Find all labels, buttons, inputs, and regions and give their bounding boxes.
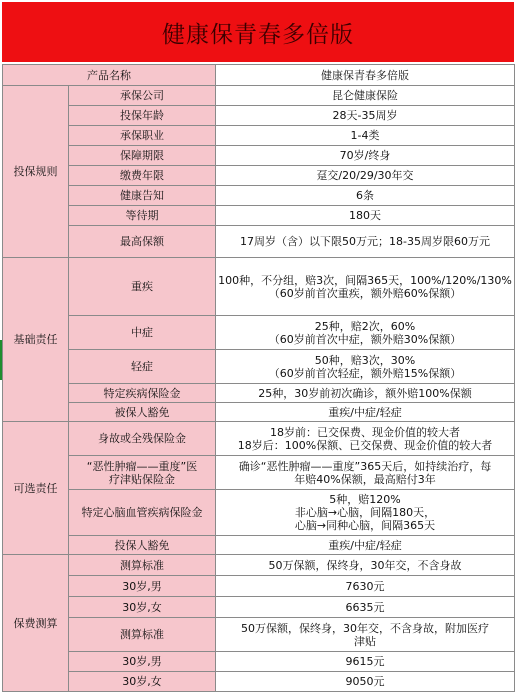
row-value <box>216 258 515 316</box>
row-value-line: 50万保额，保终身，30年交，不含身故，附加医疗 <box>241 621 489 635</box>
row-value-line: 年赔40%保额，最高赔付3年 <box>294 472 436 486</box>
row-label-line: “恶性肿瘤——重度”医 <box>86 459 198 473</box>
row-label: 承保公司 <box>69 86 216 106</box>
table-row <box>3 597 515 618</box>
table-row <box>3 422 515 456</box>
row-value: 28天-35周岁 <box>216 106 515 126</box>
row-value <box>216 350 515 384</box>
row-value: 180天 <box>216 206 515 226</box>
row-value-line: 心脑→同种心脑，间隔365天 <box>294 519 436 532</box>
row-label: 测算标准 <box>69 618 216 652</box>
row-value-line: 5种，赔120% <box>329 493 401 506</box>
table-row <box>3 226 515 258</box>
table-row <box>3 350 515 384</box>
row-label: 30岁,女 <box>69 672 216 692</box>
row-value: 9050元 <box>216 672 515 692</box>
row-label: 30岁,男 <box>69 576 216 597</box>
row-label: 被保人豁免 <box>69 403 216 422</box>
row-value-line: （60岁前首次轻症，额外赔15%保额） <box>268 366 462 380</box>
row-value <box>216 456 515 490</box>
table-row <box>3 652 515 672</box>
table-row <box>3 384 515 403</box>
row-value-line: （60岁前首次中症，额外赔30%保额） <box>268 332 462 346</box>
table-row <box>3 86 515 106</box>
table-row <box>3 536 515 555</box>
row-value: 6635元 <box>216 597 515 618</box>
row-value-line: 津贴 <box>354 634 376 648</box>
row-value-line: （60岁前首次重疾，额外赔60%保额） <box>268 286 462 300</box>
row-label: 重疾 <box>69 258 216 316</box>
page-title: 健康保青春多倍版 <box>2 2 514 62</box>
row-value: 9615元 <box>216 652 515 672</box>
row-label-line: 疗津贴保险金 <box>109 472 175 486</box>
row-label: 中症 <box>69 316 216 350</box>
row-value: 6条 <box>216 186 515 206</box>
row-value-line: 确诊“恶性肿瘤——重度”365天后，如持续治疗，每 <box>238 459 492 473</box>
section-optional: 可选责任 <box>3 422 69 555</box>
table-row <box>3 403 515 422</box>
row-label: 保障期限 <box>69 146 216 166</box>
row-value: 17周岁（含）以下限50万元；18-35周岁限60万元 <box>216 226 515 258</box>
row-value: 70岁/终身 <box>216 146 515 166</box>
section-premium: 保费测算 <box>3 555 69 692</box>
row-value: 昆仑健康保险 <box>216 86 515 106</box>
row-label: 投保年龄 <box>69 106 216 126</box>
row-label: 投保人豁免 <box>69 536 216 555</box>
row-value: 重疾/中症/轻症 <box>216 403 515 422</box>
table-row <box>3 618 515 652</box>
table-row <box>3 258 515 316</box>
table-row <box>3 316 515 350</box>
table-row <box>3 106 515 126</box>
table-row <box>3 490 515 536</box>
row-label: 健康告知 <box>69 186 216 206</box>
row-value-line: 100种，不分组，赔3次，间隔365天，100%/120%/130% <box>218 273 512 287</box>
product-name-value: 健康保青春多倍版 <box>216 65 515 86</box>
row-value: 50万保额，保终身，30年交，不含身故 <box>216 555 515 576</box>
row-label: 测算标准 <box>69 555 216 576</box>
row-value-line: 50种，赔3次，30% <box>314 353 416 367</box>
row-value <box>216 618 515 652</box>
row-value-line: 25种，赔2次，60% <box>314 319 416 333</box>
product-name-label: 产品名称 <box>3 65 216 86</box>
row-value <box>216 422 515 456</box>
table-row <box>3 146 515 166</box>
row-label <box>69 456 216 490</box>
table-row <box>3 576 515 597</box>
table-row <box>3 166 515 186</box>
row-label: 30岁,女 <box>69 597 216 618</box>
row-value-line: 18岁后：100%保额、已交保费、现金价值的较大者 <box>237 438 493 452</box>
row-label: 缴费年限 <box>69 166 216 186</box>
row-value: 1-4类 <box>216 126 515 146</box>
row-label: 承保职业 <box>69 126 216 146</box>
section-rules: 投保规则 <box>3 86 69 258</box>
table-row <box>3 206 515 226</box>
row-label: 轻症 <box>69 350 216 384</box>
table-row <box>3 65 515 86</box>
table-row <box>3 555 515 576</box>
row-label: 最高保额 <box>69 226 216 258</box>
row-value: 重疾/中症/轻症 <box>216 536 515 555</box>
row-label: 特定心脑血管疾病保险金 <box>69 490 216 536</box>
table-row <box>3 126 515 146</box>
table-row <box>3 456 515 490</box>
row-label: 30岁,男 <box>69 652 216 672</box>
row-value <box>216 316 515 350</box>
row-label: 身故或全残保险金 <box>69 422 216 456</box>
row-value-line: 18岁前：已交保费、现金价值的较大者 <box>270 425 460 439</box>
row-label: 等待期 <box>69 206 216 226</box>
product-table <box>2 64 515 692</box>
row-label: 特定疾病保险金 <box>69 384 216 403</box>
row-value: 趸交/20/29/30年交 <box>216 166 515 186</box>
row-value-line: 非心脑→心脑，间隔180天， <box>294 506 436 519</box>
table-row <box>3 186 515 206</box>
row-value: 25种，30岁前初次确诊，额外赔100%保额 <box>216 384 515 403</box>
row-value <box>216 490 515 536</box>
row-value: 7630元 <box>216 576 515 597</box>
section-basic: 基础责任 <box>3 258 69 422</box>
